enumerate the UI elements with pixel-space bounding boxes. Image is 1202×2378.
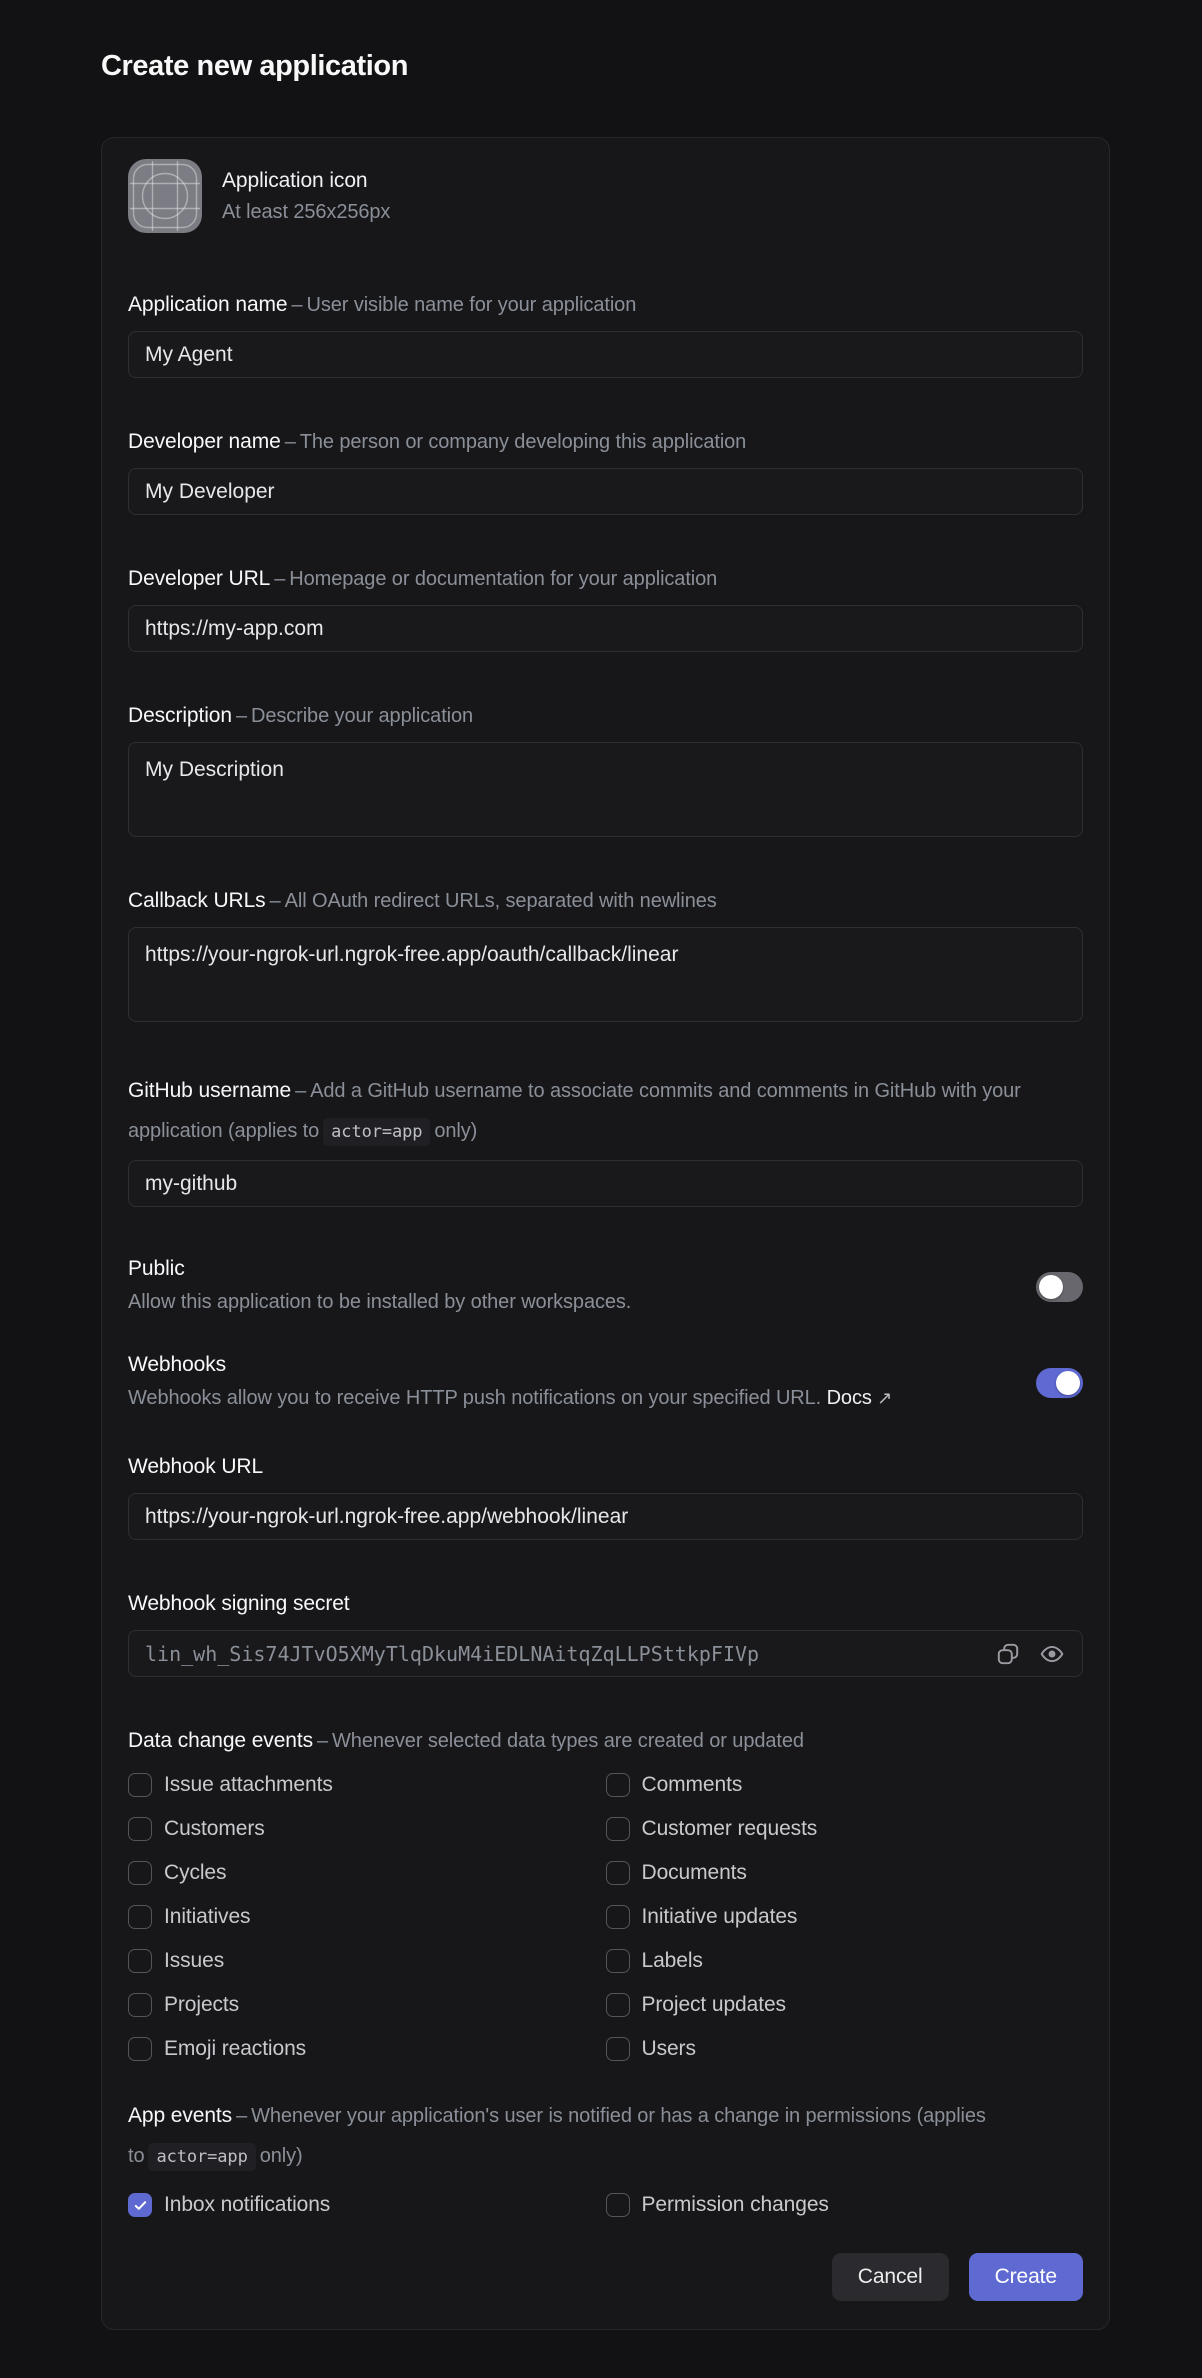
checkbox-label: Customers (164, 1817, 265, 1840)
app-events-help-before: Whenever your application's user is notified or has a change in permissions (applies to (128, 2105, 986, 2167)
checkbox-label: Issues (164, 1949, 225, 1972)
checkbox-box[interactable] (606, 1949, 630, 1973)
checkbox-customer-requests[interactable] (606, 1817, 1084, 1841)
label-separator: – (269, 890, 281, 912)
app-events-section (128, 2097, 1083, 2217)
checkbox-box[interactable] (606, 1817, 630, 1841)
application-icon-meta (222, 169, 390, 224)
checkbox-box[interactable] (606, 2193, 630, 2217)
github-username-help-before: Add a GitHub username to associate commits and comments in GitHub with your application (applies to (128, 1080, 1021, 1142)
label-separator: – (236, 2105, 248, 2127)
webhook-signing-secret-wrap (128, 1630, 1083, 1677)
label-separator: – (274, 568, 286, 590)
app-icon-placeholder-icon (128, 159, 202, 233)
public-toggle[interactable] (1036, 1272, 1083, 1302)
create-button[interactable]: Create (969, 2253, 1083, 2301)
callback-urls-textarea[interactable] (128, 927, 1083, 1022)
data-change-events-grid (128, 1773, 1083, 2061)
data-change-events-section (128, 1727, 1083, 2061)
label-separator: – (235, 705, 247, 727)
callback-urls-help: All OAuth redirect URLs, separated with newlines (284, 890, 717, 912)
webhook-url-label: Webhook URL (128, 1455, 264, 1478)
checkbox-label: Inbox notifications (164, 2193, 331, 2216)
checkbox-box[interactable] (128, 2193, 152, 2217)
page-title: Create new application (101, 50, 409, 82)
field-developer-url (128, 565, 1083, 652)
checkbox-box[interactable] (606, 2037, 630, 2061)
public-toggle-text (128, 1257, 631, 1317)
checkbox-box[interactable] (128, 1773, 152, 1797)
field-github-username (128, 1072, 1083, 1207)
data-change-events-help: Whenever selected data types are created or updated (332, 1730, 804, 1752)
callback-urls-label: Callback URLs (128, 889, 266, 912)
checkbox-box[interactable] (128, 2037, 152, 2061)
label-separator: – (284, 431, 296, 453)
checkbox-emoji-reactions[interactable] (128, 2037, 606, 2061)
label-separator: – (317, 1730, 329, 1752)
developer-url-help: Homepage or documentation for your application (289, 568, 718, 590)
app-events-help-after: only) (259, 2145, 303, 2167)
description-textarea[interactable] (128, 742, 1083, 837)
checkbox-project-updates[interactable] (606, 1993, 1084, 2017)
checkbox-box[interactable] (128, 1905, 152, 1929)
field-developer-name (128, 428, 1083, 515)
webhooks-toggle-row (128, 1353, 1083, 1413)
developer-name-help: The person or company developing this application (299, 431, 747, 453)
public-toggle-row (128, 1257, 1083, 1317)
github-username-label: GitHub username (128, 1079, 292, 1102)
checkbox-users[interactable] (606, 2037, 1084, 2061)
checkbox-label: Initiatives (164, 1905, 251, 1928)
webhook-url-input[interactable] (128, 1493, 1083, 1540)
application-name-help: User visible name for your application (306, 294, 637, 316)
application-icon-subtitle: At least 256x256px (222, 200, 391, 223)
checkbox-label: Users (641, 2037, 696, 2060)
checkbox-box[interactable] (128, 1993, 152, 2017)
field-webhook-url (128, 1453, 1083, 1540)
checkbox-label: Initiative updates (641, 1905, 798, 1928)
checkbox-box[interactable] (606, 1905, 630, 1929)
checkbox-cycles[interactable] (128, 1861, 606, 1885)
webhooks-toggle-text (128, 1353, 892, 1413)
webhooks-label: Webhooks (128, 1353, 227, 1376)
developer-url-label: Developer URL (128, 567, 271, 590)
checkbox-projects[interactable] (128, 1993, 606, 2017)
public-label: Public (128, 1257, 185, 1280)
checkbox-label: Project updates (641, 1993, 786, 2016)
checkbox-box[interactable] (128, 1949, 152, 1973)
checkbox-customers[interactable] (128, 1817, 606, 1841)
eye-icon[interactable] (1039, 1641, 1065, 1667)
checkbox-label: Projects (164, 1993, 240, 2016)
application-name-input[interactable] (128, 331, 1083, 378)
description-help: Describe your application (250, 705, 474, 727)
application-icon-title: Application icon (222, 168, 368, 192)
checkbox-label: Permission changes (641, 2193, 829, 2216)
webhooks-description: Webhooks allow you to receive HTTP push notifications on your specified URL. Docs ↗ (128, 1387, 893, 1409)
github-username-input[interactable] (128, 1160, 1083, 1207)
checkbox-initiative-updates[interactable] (606, 1905, 1084, 1929)
checkbox-issue-attachments[interactable] (128, 1773, 606, 1797)
checkbox-box[interactable] (606, 1773, 630, 1797)
field-webhook-signing-secret (128, 1590, 1083, 1677)
application-name-label: Application name (128, 293, 288, 316)
developer-url-input[interactable] (128, 605, 1083, 652)
webhook-signing-secret-label: Webhook signing secret (128, 1592, 350, 1615)
webhook-signing-secret-input[interactable] (128, 1630, 1083, 1677)
checkbox-label: Issue attachments (164, 1773, 333, 1796)
checkbox-label: Customer requests (641, 1817, 818, 1840)
public-description: Allow this application to be installed by other workspaces. (128, 1291, 632, 1313)
checkbox-initiatives[interactable] (128, 1905, 606, 1929)
checkbox-documents[interactable] (606, 1861, 1084, 1885)
actor-app-code-chip: actor=app (148, 2143, 255, 2171)
docs-link[interactable]: Docs (826, 1387, 872, 1409)
checkbox-labels[interactable] (606, 1949, 1084, 1973)
actor-app-code-chip: actor=app (323, 1118, 430, 1146)
application-icon-section (128, 159, 1083, 233)
field-application-name (128, 291, 1083, 378)
checkbox-box[interactable] (128, 1861, 152, 1885)
cancel-button[interactable]: Cancel (832, 2253, 949, 2301)
application-form-panel (101, 137, 1110, 2330)
webhooks-toggle[interactable] (1036, 1368, 1083, 1398)
github-username-help-after: only) (434, 1120, 478, 1142)
checkbox-label: Cycles (164, 1861, 227, 1884)
label-separator: – (291, 294, 303, 316)
application-icon-upload[interactable] (128, 159, 202, 233)
app-events-label: App events (128, 2104, 233, 2127)
checkbox-label: Labels (641, 1949, 703, 1972)
checkbox-box[interactable] (606, 1993, 630, 2017)
label-separator: – (295, 1080, 307, 1102)
checkbox-comments[interactable] (606, 1773, 1084, 1797)
checkbox-label: Documents (641, 1861, 747, 1884)
checkbox-box[interactable] (128, 1817, 152, 1841)
developer-name-label: Developer name (128, 430, 281, 453)
data-change-events-label: Data change events (128, 1729, 313, 1752)
toggle-knob (1039, 1275, 1063, 1299)
app-events-grid (128, 2193, 1083, 2217)
developer-name-input[interactable] (128, 468, 1083, 515)
form-actions (128, 2253, 1083, 2301)
checkbox-permission-changes[interactable] (606, 2193, 1084, 2217)
checkbox-box[interactable] (606, 1861, 630, 1885)
checkbox-issues[interactable] (128, 1949, 606, 1973)
external-link-arrow-icon: ↗ (877, 1388, 893, 1408)
toggle-knob (1056, 1371, 1080, 1395)
copy-icon[interactable] (995, 1641, 1021, 1667)
field-description (128, 702, 1083, 837)
checkbox-label: Comments (641, 1773, 743, 1796)
checkbox-inbox-notifications[interactable] (128, 2193, 606, 2217)
description-label: Description (128, 704, 232, 727)
field-callback-urls (128, 887, 1083, 1022)
checkbox-label: Emoji reactions (164, 2037, 307, 2060)
